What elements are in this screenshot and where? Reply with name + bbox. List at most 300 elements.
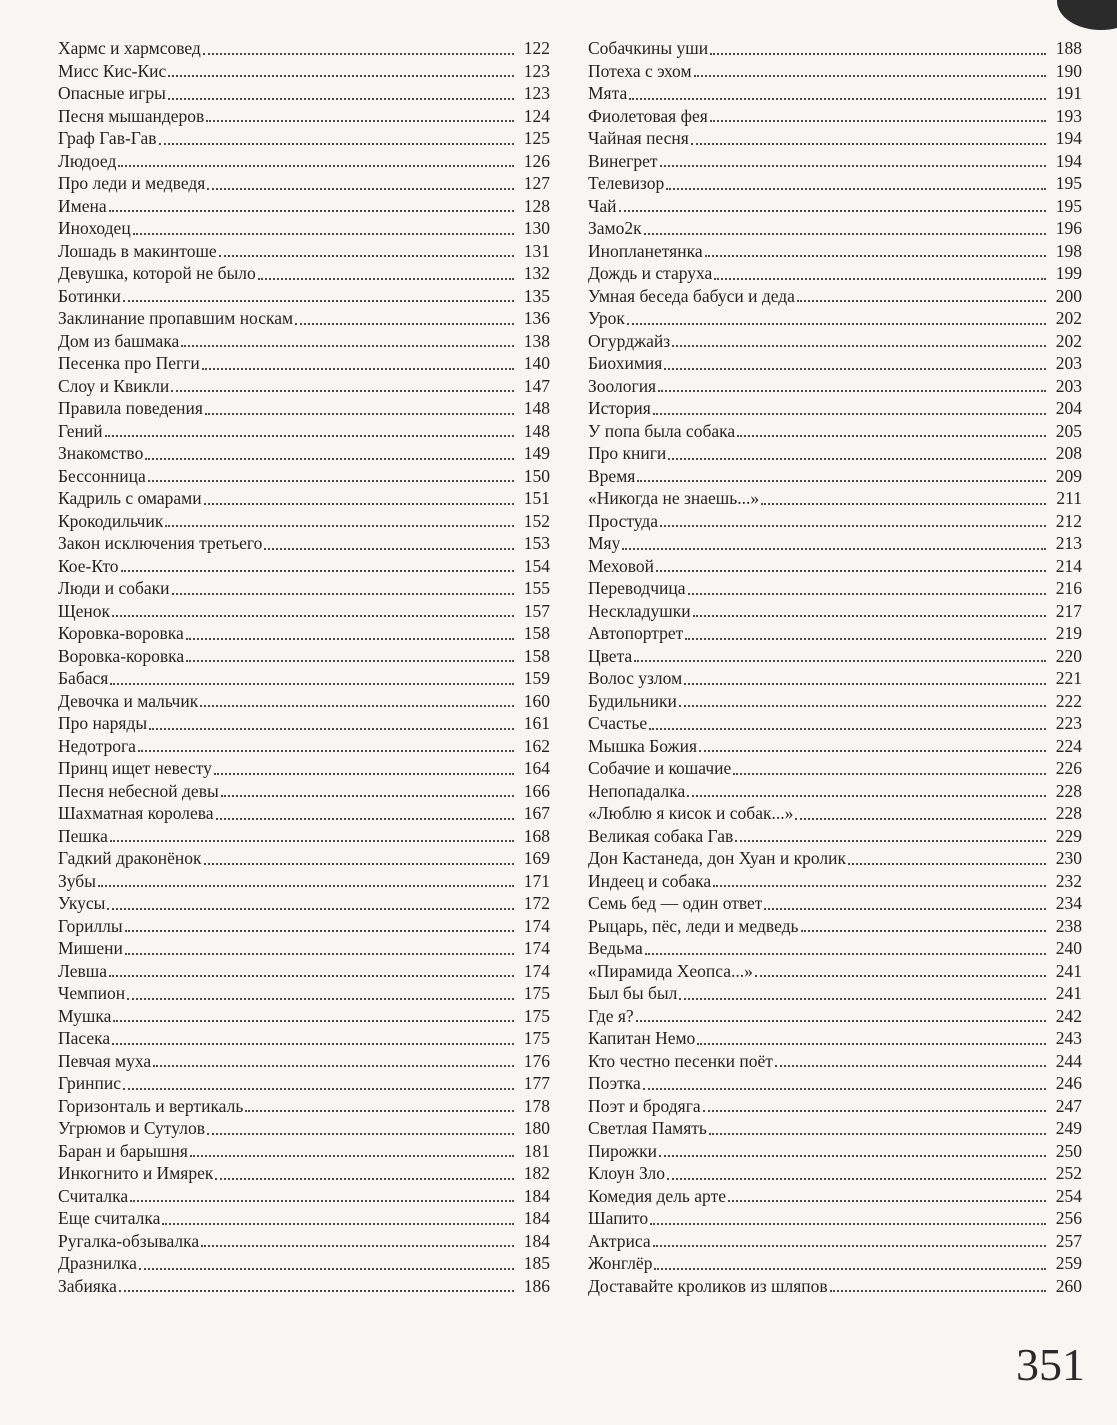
toc-entry-title: Хармс и хармсовед <box>58 38 201 58</box>
toc-entry <box>588 645 1082 668</box>
toc-entry-title: Биохимия <box>588 353 663 373</box>
toc-entry-title: Урок <box>588 308 625 328</box>
toc-entry-page: 151 <box>523 488 550 508</box>
toc-entry-page: 161 <box>523 713 550 733</box>
toc-dot-leader <box>644 231 1046 235</box>
toc-entry <box>588 622 1082 645</box>
toc-entry-title: Баран и барышня <box>58 1140 188 1161</box>
toc-entry-title: Автопортрет <box>588 623 684 643</box>
toc-entry-title: Умная беседа бабуси и деда <box>588 285 795 306</box>
toc-entry <box>58 330 550 353</box>
toc-dot-leader <box>755 973 1046 977</box>
toc-entry-title: Актриса <box>588 1230 651 1251</box>
toc-entry-title: Был бы был <box>588 983 678 1003</box>
toc-entry <box>58 150 550 173</box>
toc-entry-title: Еще считалка <box>58 1208 161 1228</box>
toc-dot-leader <box>733 771 1046 775</box>
toc-entry <box>588 60 1082 83</box>
toc-entry-title: Слоу и Квикли <box>58 375 170 396</box>
toc-entry-title: Гадкий драконёнок <box>58 848 202 868</box>
toc-entry-title: Мисс Кис-Кис <box>58 60 167 81</box>
toc-entry-page: 188 <box>1055 38 1082 58</box>
toc-entry <box>58 1095 550 1118</box>
toc-entry <box>58 1230 550 1253</box>
toc-entry <box>588 397 1082 420</box>
toc-entry <box>58 915 550 938</box>
toc-entry-page: 241 <box>1055 983 1082 1003</box>
toc-entry-page: 123 <box>523 60 550 81</box>
toc-entry <box>58 982 550 1005</box>
toc-entry-page: 226 <box>1055 758 1082 778</box>
toc-entry <box>588 735 1082 758</box>
toc-dot-leader <box>801 928 1046 932</box>
toc-entry-page: 240 <box>1055 938 1082 958</box>
toc-entry-page: 216 <box>1055 578 1082 598</box>
toc-dot-leader <box>123 1086 514 1090</box>
toc-entry-page: 252 <box>1055 1163 1082 1183</box>
toc-entry <box>58 217 550 240</box>
toc-dot-leader <box>795 816 1046 820</box>
toc-entry-page: 195 <box>1055 195 1082 216</box>
toc-entry-title: Недотрога <box>58 735 136 756</box>
toc-entry <box>58 1072 550 1095</box>
toc-dot-leader <box>214 771 514 775</box>
toc-dot-leader <box>693 613 1046 617</box>
toc-entry-page: 228 <box>1055 780 1082 801</box>
toc-dot-leader <box>691 141 1046 145</box>
toc-entry <box>588 240 1082 263</box>
toc-entry <box>58 60 550 83</box>
toc-entry <box>58 690 550 713</box>
toc-entry-page: 234 <box>1055 893 1082 913</box>
toc-entry <box>588 780 1082 803</box>
toc-entry-page: 246 <box>1055 1073 1082 1093</box>
toc-dot-leader <box>112 1041 514 1045</box>
toc-entry <box>588 870 1082 893</box>
toc-dot-leader <box>684 681 1046 685</box>
toc-dot-leader <box>203 51 514 55</box>
toc-dot-leader <box>666 186 1046 190</box>
toc-dot-leader <box>138 748 514 752</box>
toc-entry-page: 149 <box>523 443 550 463</box>
toc-entry-title: Песня небесной девы <box>58 780 219 801</box>
toc-entry-page: 123 <box>523 83 550 103</box>
toc-entry <box>58 352 550 375</box>
toc-entry-page: 140 <box>523 353 550 373</box>
toc-entry <box>58 757 550 780</box>
toc-dot-leader <box>207 186 514 190</box>
toc-entry-title: Волос узлом <box>588 668 683 688</box>
toc-entry-title: «Никогда не знаешь...» <box>588 488 760 508</box>
toc-entry <box>58 870 550 893</box>
toc-entry-page: 177 <box>523 1073 550 1093</box>
toc-entry <box>588 1050 1082 1073</box>
toc-dot-leader <box>130 1198 514 1202</box>
toc-entry <box>58 262 550 285</box>
toc-dot-leader <box>737 433 1046 437</box>
toc-entry <box>58 667 550 690</box>
toc-entry-page: 200 <box>1055 285 1082 306</box>
toc-dot-leader <box>709 1131 1046 1135</box>
toc-entry-page: 136 <box>523 308 550 328</box>
toc-entry-title: Правила поведения <box>58 398 203 418</box>
toc-entry <box>588 825 1082 848</box>
toc-entry <box>588 82 1082 105</box>
toc-entry <box>58 105 550 128</box>
toc-dot-leader <box>159 141 515 145</box>
toc-entry-title: Потеха с эхом <box>588 60 692 81</box>
toc-entry <box>588 262 1082 285</box>
toc-entry-page: 219 <box>1055 623 1082 643</box>
toc-entry <box>588 690 1082 713</box>
toc-dot-leader <box>830 1288 1046 1292</box>
toc-dot-leader <box>679 996 1046 1000</box>
toc-dot-leader <box>219 253 514 257</box>
toc-entry-title: Закон исключения третьего <box>58 533 263 553</box>
toc-entry-title: Чемпион <box>58 983 126 1003</box>
toc-entry-page: 175 <box>523 983 550 1003</box>
toc-dot-leader <box>848 861 1046 865</box>
toc-entry <box>58 307 550 330</box>
toc-entry-page: 243 <box>1055 1028 1082 1048</box>
toc-entry-title: Собачкины уши <box>588 38 709 58</box>
toc-dot-leader <box>145 456 514 460</box>
toc-entry-page: 166 <box>523 780 550 801</box>
toc-dot-leader <box>205 411 514 415</box>
toc-entry <box>58 1117 550 1140</box>
toc-entry-page: 257 <box>1055 1230 1082 1251</box>
toc-dot-leader <box>735 838 1046 842</box>
toc-entry-page: 242 <box>1055 1005 1082 1026</box>
toc-entry-title: Граф Гав-Гав <box>58 128 157 148</box>
toc-entry <box>58 1185 550 1208</box>
toc-dot-leader <box>653 411 1046 415</box>
toc-entry-title: Поэт и бродяга <box>588 1095 701 1116</box>
toc-entry-title: Иноходец <box>58 218 131 238</box>
toc-entry-page: 172 <box>523 893 550 913</box>
toc-dot-leader <box>637 478 1046 482</box>
toc-entry <box>58 847 550 870</box>
toc-entry-page: 132 <box>523 263 550 283</box>
toc-entry <box>588 1252 1082 1275</box>
toc-dot-leader <box>634 658 1046 662</box>
toc-entry-title: Поэтка <box>588 1073 641 1093</box>
toc-entry-page: 208 <box>1055 443 1082 463</box>
toc-dot-leader <box>667 1176 1046 1180</box>
toc-entry-page: 124 <box>523 105 550 126</box>
toc-dot-leader <box>112 613 514 617</box>
toc-entry <box>588 172 1082 195</box>
toc-entry-title: Гринпис <box>58 1073 121 1093</box>
toc-dot-leader <box>660 523 1046 527</box>
toc-dot-leader <box>622 546 1046 550</box>
toc-entry-page: 153 <box>523 533 550 553</box>
toc-entry-title: Непопадалка <box>588 780 686 801</box>
toc-dot-leader <box>168 73 514 77</box>
toc-dot-leader <box>133 231 514 235</box>
toc-entry <box>588 577 1082 600</box>
toc-dot-leader <box>171 388 514 392</box>
toc-entry-page: 241 <box>1055 960 1082 981</box>
toc-entry-title: Где я? <box>588 1005 634 1026</box>
toc-entry <box>588 307 1082 330</box>
toc-entry-page: 152 <box>523 510 550 531</box>
toc-entry <box>588 465 1082 488</box>
toc-entry-title: Цвета <box>588 645 633 666</box>
toc-entry-page: 185 <box>523 1253 550 1273</box>
toc-entry <box>58 82 550 105</box>
toc-dot-leader <box>127 996 514 1000</box>
toc-entry-title: Ведьма <box>588 938 643 958</box>
toc-entry-page: 160 <box>523 690 550 711</box>
toc-entry <box>588 442 1082 465</box>
toc-entry-page: 184 <box>523 1230 550 1251</box>
toc-entry-title: Огурджайз <box>588 330 671 351</box>
toc-entry-title: Чайная песня <box>588 128 689 148</box>
toc-entry-page: 232 <box>1055 870 1082 891</box>
toc-entry-page: 198 <box>1055 240 1082 261</box>
toc-dot-leader <box>207 1131 514 1135</box>
toc-dot-leader <box>672 343 1046 347</box>
toc-entry-title: Про наряды <box>58 713 148 733</box>
toc-entry-title: Песенка про Пегги <box>58 353 200 373</box>
toc-entry-page: 220 <box>1055 645 1082 666</box>
toc-dot-leader <box>656 568 1046 572</box>
toc-entry <box>58 780 550 803</box>
toc-entry-page: 191 <box>1055 83 1082 103</box>
toc-dot-leader <box>109 208 514 212</box>
toc-entry-title: Кто честно песенки поёт <box>588 1050 773 1071</box>
toc-entry <box>588 892 1082 915</box>
toc-entry-title: Инопланетянка <box>588 240 703 261</box>
toc-entry <box>588 217 1082 240</box>
toc-entry-page: 168 <box>523 825 550 846</box>
toc-entry-title: Будильники <box>588 690 677 711</box>
toc-entry-title: Мята <box>588 83 628 103</box>
toc-entry-title: Знакомство <box>58 443 144 463</box>
toc-entry-page: 181 <box>523 1140 550 1161</box>
toc-entry <box>588 330 1082 353</box>
toc-dot-leader <box>186 658 514 662</box>
toc-entry-page: 203 <box>1055 375 1082 396</box>
toc-dot-leader <box>710 51 1046 55</box>
toc-entry <box>58 420 550 443</box>
toc-entry <box>588 667 1082 690</box>
toc-dot-leader <box>764 906 1046 910</box>
toc-entry-title: «Пирамида Хеопса...» <box>588 960 753 981</box>
toc-entry <box>58 937 550 960</box>
toc-entry-title: Дом из башмака <box>58 330 180 351</box>
toc-dot-leader <box>204 501 514 505</box>
toc-entry <box>58 487 550 510</box>
toc-entry <box>58 577 550 600</box>
toc-entry-title: Доставайте кроликов из шляпов <box>588 1275 828 1296</box>
toc-entry-title: Винегрет <box>588 150 658 171</box>
toc-entry-page: 196 <box>1055 218 1082 238</box>
page-corner-shadow <box>1057 0 1117 30</box>
toc-entry <box>588 1117 1082 1140</box>
toc-entry-page: 175 <box>523 1005 550 1026</box>
toc-entry-title: Зубы <box>58 870 96 891</box>
toc-entry-page: 127 <box>523 173 550 193</box>
toc-column-left <box>58 37 550 1297</box>
toc-entry <box>58 622 550 645</box>
toc-entry-page: 238 <box>1055 915 1082 936</box>
toc-entry-title: Нескладушки <box>588 600 691 621</box>
toc-entry <box>58 465 550 488</box>
toc-dot-leader <box>168 96 514 100</box>
toc-dot-leader <box>688 591 1046 595</box>
toc-entry-title: Забияка <box>58 1275 117 1296</box>
toc-entry <box>588 757 1082 780</box>
toc-dot-leader <box>775 1063 1046 1067</box>
toc-entry <box>588 1140 1082 1163</box>
toc-entry-title: У попа была собака <box>588 420 736 441</box>
toc-dot-leader <box>258 276 514 280</box>
toc-entry <box>588 937 1082 960</box>
toc-dot-leader <box>110 681 514 685</box>
toc-entry-page: 244 <box>1055 1050 1082 1071</box>
toc-entry-page: 199 <box>1055 263 1082 283</box>
toc-entry <box>588 150 1082 173</box>
toc-entry <box>58 1275 550 1298</box>
toc-entry <box>58 172 550 195</box>
toc-entry-page: 122 <box>523 38 550 58</box>
toc-entry <box>588 195 1082 218</box>
toc-entry-page: 176 <box>523 1050 550 1071</box>
toc-dot-leader <box>165 523 514 527</box>
toc-entry <box>58 1162 550 1185</box>
toc-entry-title: Простуда <box>588 510 659 531</box>
toc-entry-title: Угрюмов и Сутулов <box>58 1118 205 1138</box>
toc-dot-leader <box>636 1018 1046 1022</box>
toc-entry <box>58 397 550 420</box>
toc-entry-title: Рыцарь, пёс, леди и медведь <box>588 915 799 936</box>
toc-dot-leader <box>110 838 514 842</box>
toc-entry-page: 230 <box>1055 848 1082 868</box>
toc-dot-leader <box>668 456 1046 460</box>
toc-entry-page: 202 <box>1055 308 1082 328</box>
toc-dot-leader <box>121 568 514 572</box>
toc-dot-leader <box>660 163 1046 167</box>
toc-entry-page: 260 <box>1055 1275 1082 1296</box>
toc-dot-leader <box>685 636 1046 640</box>
toc-dot-leader <box>107 906 514 910</box>
toc-entry-page: 180 <box>523 1118 550 1138</box>
toc-entry-page: 164 <box>523 758 550 778</box>
toc-dot-leader <box>109 973 514 977</box>
toc-entry-page: 228 <box>1055 803 1082 823</box>
toc-dot-leader <box>245 1108 514 1112</box>
toc-entry-title: Считалка <box>58 1185 129 1206</box>
toc-entry <box>588 982 1082 1005</box>
toc-entry <box>588 1162 1082 1185</box>
toc-dot-leader <box>659 1153 1046 1157</box>
toc-entry-title: Мишени <box>58 938 123 958</box>
toc-dot-leader <box>645 951 1046 955</box>
toc-entry-page: 131 <box>523 240 550 261</box>
toc-entry-page: 158 <box>523 623 550 643</box>
toc-dot-leader <box>714 276 1046 280</box>
toc-dot-leader <box>105 433 514 437</box>
toc-entry-title: Люди и собаки <box>58 578 170 598</box>
toc-entry-title: Телевизор <box>588 173 665 193</box>
toc-entry-title: Щенок <box>58 600 111 621</box>
toc-entry-title: Фиолетовая фея <box>588 105 708 126</box>
toc-entry-title: Опасные игры <box>58 83 166 103</box>
toc-entry-page: 175 <box>523 1028 550 1048</box>
toc-entry-title: Укусы <box>58 893 106 913</box>
toc-entry <box>58 802 550 825</box>
toc-entry-page: 209 <box>1055 465 1082 486</box>
toc-entry <box>58 600 550 623</box>
toc-dot-leader <box>710 118 1046 122</box>
toc-dot-leader <box>125 928 514 932</box>
toc-entry-title: Комедия дель арте <box>588 1185 726 1206</box>
toc-dot-leader <box>728 1198 1046 1202</box>
toc-dot-leader <box>148 478 514 482</box>
toc-entry <box>58 960 550 983</box>
toc-entry <box>588 420 1082 443</box>
toc-entry-page: 256 <box>1055 1208 1082 1228</box>
toc-entry-title: Инкогнито и Имярек <box>58 1163 214 1183</box>
toc-dot-leader <box>649 726 1046 730</box>
toc-dot-leader <box>202 366 514 370</box>
toc-entry-title: Пешка <box>58 825 108 846</box>
toc-entry <box>588 352 1082 375</box>
toc-dot-leader <box>713 883 1046 887</box>
toc-entry-title: Ругалка-обзывалка <box>58 1230 200 1251</box>
toc-entry <box>588 1072 1082 1095</box>
toc-entry <box>58 240 550 263</box>
toc-entry <box>58 1140 550 1163</box>
toc-entry-title: Певчая муха <box>58 1050 152 1071</box>
toc-entry-title: Заклинание пропавшим носкам <box>58 308 294 328</box>
toc-entry <box>588 1207 1082 1230</box>
toc-entry <box>588 600 1082 623</box>
toc-dot-leader <box>118 163 514 167</box>
toc-entry <box>588 915 1082 938</box>
toc-entry-title: Девочка и мальчик <box>58 690 199 711</box>
toc-entry <box>58 37 550 60</box>
toc-entry-page: 184 <box>523 1208 550 1228</box>
toc-dot-leader <box>123 298 514 302</box>
toc-entry <box>588 1185 1082 1208</box>
toc-dot-leader <box>162 1221 514 1225</box>
toc-entry <box>58 712 550 735</box>
toc-entry-page: 184 <box>523 1185 550 1206</box>
toc-entry-page: 178 <box>523 1095 550 1116</box>
toc-entry <box>588 37 1082 60</box>
toc-entry-title: Замо2к <box>588 218 642 238</box>
toc-entry-title: Пасека <box>58 1028 111 1048</box>
toc-entry <box>58 1005 550 1028</box>
toc-entry-title: Гений <box>58 420 103 441</box>
toc-entry <box>588 1230 1082 1253</box>
toc-entry <box>588 127 1082 150</box>
toc-entry-page: 249 <box>1055 1118 1082 1138</box>
toc-dot-leader <box>703 1108 1046 1112</box>
toc-entry-page: 128 <box>523 195 550 216</box>
toc-entry <box>58 825 550 848</box>
toc-entry-title: Меховой <box>588 555 654 576</box>
toc-entry-page: 202 <box>1055 330 1082 351</box>
toc-entry-title: Горизонталь и вертикаль <box>58 1095 244 1116</box>
toc-entry <box>588 532 1082 555</box>
toc-dot-leader <box>687 793 1046 797</box>
toc-column-right <box>588 37 1082 1297</box>
toc-entry-page: 174 <box>523 915 550 936</box>
